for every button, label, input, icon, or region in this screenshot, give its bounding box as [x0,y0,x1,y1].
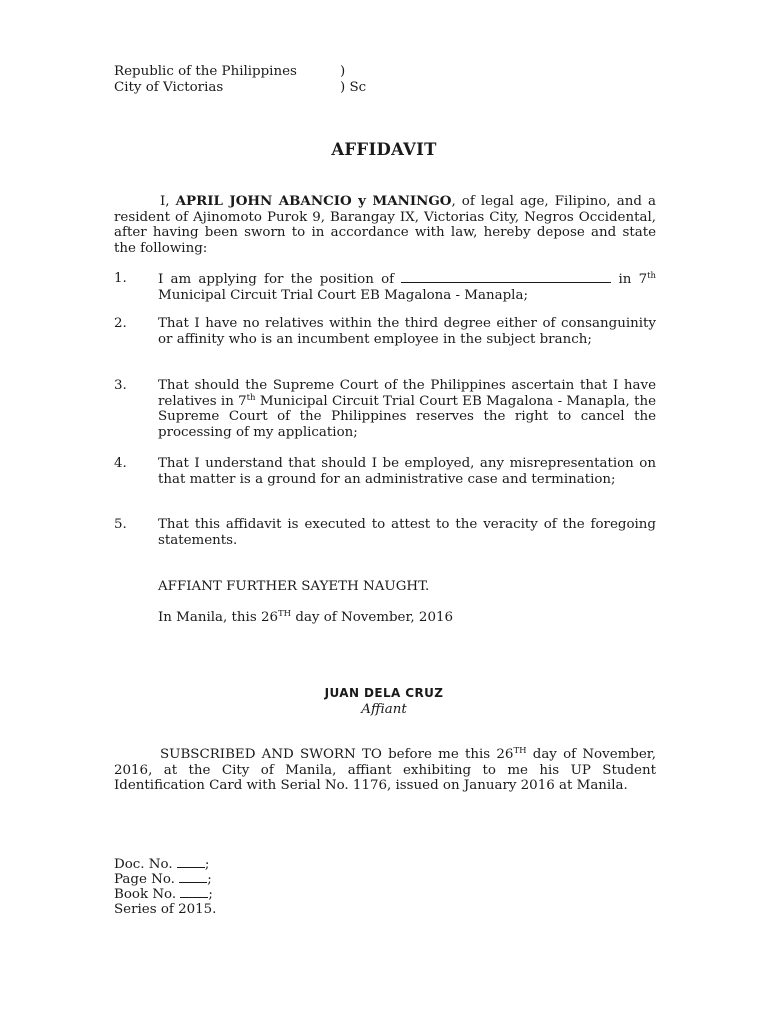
sayeth-naught: AFFIANT FURTHER SAYETH NAUGHT. [158,579,430,594]
item-1-text-b: in 7 [618,272,648,287]
item-text [158,378,656,440]
item-text: That I have no relatives within the third degree either of consanguinity or affinity who is an incumbent employee in the subject branch; [158,316,656,347]
book-no-label: Book No. [114,887,177,902]
doc-no-end: ; [204,857,210,872]
statement-item-2 [114,316,656,347]
affiant-name [0,686,768,702]
intro-prefix: I, [160,194,170,209]
series: Series of 2015. [114,902,217,917]
venue-city-paren: ) Sc [340,80,367,95]
item-3-sup: th [246,392,256,403]
place-date-sup: TH [278,609,292,619]
item-1-text-c: Municipal Circuit Trial Court EB Magalona - Manapla; [158,287,528,303]
page-no-end: ; [207,872,212,887]
statement-item-1 [114,271,656,303]
venue-republic [114,64,346,80]
jurat-b: day of November, 2016, at the City of Manila, affiant exhibiting to me his UP Student Identification Card with Serial No. 1176, issued on January 2016 at Manila. [114,747,656,793]
item-text [158,271,656,303]
item-number: 4. [114,456,127,471]
item-1-sup: th [647,271,657,281]
affiant-role-text: Affiant [361,702,407,717]
affiant-role [0,702,768,718]
doc-no-blank [177,856,205,868]
statement-item-3 [114,378,656,440]
item-text: That I understand that should I be employed, any misrepresentation on that matter is a ground for an administrative case and termination; [158,456,656,487]
position-blank-line [401,271,611,283]
item-3-text-a: That should the Supreme Court of the Philippines ascertain that I have relatives in 7 [158,378,656,409]
place-date-a: In Manila, this 26 [158,610,279,625]
book-no [114,886,213,903]
statement-item-4 [114,456,656,487]
affiant-full-name: APRIL JOHN ABANCIO y MANINGO [175,193,452,209]
venue-city-text: City of Victorias [114,80,224,95]
book-no-end: ; [208,887,213,902]
item-3-text-b: Municipal Circuit Trial Court EB Magalona - Manapla, the Supreme Court of the Philippines reserves the right to cancel the processing of my application; [158,393,657,440]
intro-rest: , of legal age, Filipino, and a resident of Ajinomoto Purok 9, Barangay IX, Victorias City, Negros Occidental, after having been sworn to in accordance with law, hereby depose and state the following: [114,194,656,256]
item-number: 5. [114,517,127,532]
page-no-label: Page No. [114,872,175,887]
item-text: That this affidavit is executed to attest to the veracity of the foregoing statements. [158,517,656,548]
venue-city [114,80,367,96]
place-date [158,610,453,626]
page-no-blank [179,871,207,883]
venue-republic-text: Republic of the Philippines [114,64,297,79]
intro-paragraph [114,194,656,256]
statement-item-5 [114,517,656,548]
item-number: 1. [114,271,127,286]
doc-no-label: Doc. No. [114,857,173,872]
jurat-paragraph [114,747,656,794]
document-title: AFFIDAVIT [331,140,437,159]
item-1-text-a: I am applying for the position of [158,272,395,287]
place-date-b: day of November, 2016 [291,610,453,625]
jurat-sup: TH [513,746,527,756]
item-number: 3. [114,378,127,393]
venue-republic-paren: ) [340,64,346,79]
jurat-a: SUBSCRIBED AND SWORN TO before me this 26 [160,747,514,762]
book-no-blank [180,886,208,898]
item-number: 2. [114,316,127,331]
affiant-name-text: JUAN DELA CRUZ [324,686,444,700]
